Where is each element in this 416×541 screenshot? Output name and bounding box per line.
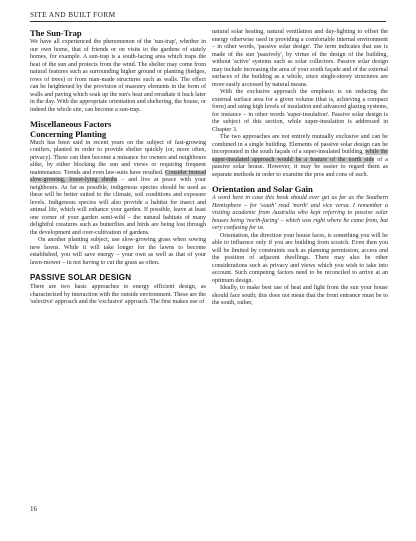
header-rule [30,21,386,22]
paragraph-passive-intro: There are two basic approaches to energy efficient design, as characterized by interaction with the outside environment. These are the 'selective' approach and the 'exclusive' approach. The first makes use of [30,284,206,305]
paragraph-orientation: Orientation, the direction your house faces, is something you will be able to influence only if you are building from scratch. Even then you will be limited by constraints such as planning permission, access and the position of adjacent dwellings. There may also be other considerations such as privacy and views which you wish to take into account. Such competing factors need to be reconciled to arrive at an optimum design. [212,232,388,284]
paragraph-face-south: Ideally, to make best use of heat and light from the sun your house should face south; this does not mean that the front entrance must be to the south, rather, [212,285,388,306]
heading-sun-trap: The Sun-Trap [30,28,82,38]
heading-line-2: Concerning Planting [30,128,107,139]
paragraph-combined [212,134,388,179]
highlighted-text: Consider instead slow-growing, lower-lying shrubs [30,169,206,183]
note-text: A word here in case this book should ever get as far as the Southern Hemisphere – for 'south' read 'north' and vice versa. I remember a visiting academic from Australia who kept referring to passive solar houses being 'north-facing' – which was right where he came from, but very confusing for us. [212,195,388,231]
heading-passive-solar-design: PASSIVE SOLAR DESIGN [30,273,132,282]
page-number: 16 [30,505,37,513]
heading-miscellaneous-factors [30,120,206,139]
right-column [212,29,388,308]
text-run: – and live at peace with your neighbours. As far as possible, indigenous species should be used as these will be better suited to the climate, soil conditions and exposure levels. Indigenous species will also provide a habitat for insect and animal life, which will enhance your garden. If possible, leave at least one corner of your garden semi-wild – the natural habitats of many delightful creatures such as butterflies and birds are being lost through the development and over-cultivation of gardens. [30,177,206,236]
paragraph-planting [30,140,206,238]
text-run: Much has been said in recent years on the subject of fast-growing conifers, planted in order to provide shelter quickly (or, more often, privacy). These can then become a nuisance for owners and neighbours alike, by either blocking the sun and views or requiring frequent maintenance. Trends and even law-suits have resulted. [30,139,206,176]
paragraph-sun-trap: We have all experienced the phenomenon of the 'sun-trap', whether in our own home, that of friends or on visits to the gardens of stately homes, for example. A sun-trap is a south-facing area which traps the heat of the sun and protects from the wind. The shelter may come from natural features such as surrounding higher ground or planting (hedges, rows of trees) or from man-made structures such as walls. The effect can be heightened by the provision of masonry elements in the form of walls and paving which soak up the sun's heat and reradiate it back later in the day. With the appropriate orientation and sheltering, the house, or indeed the whole site, can become a sun-trap. [30,39,206,113]
highlighted-text: while the super-insulated approach would be a feature of the north side [212,149,388,163]
text-run: The two approaches are not entirely mutually exclusive and can be combined in a single building. Elements of passive solar design can be incorporated in the south façade of a super-insulated building, [212,134,388,155]
heading-orientation: Orientation and Solar Gain [212,184,313,194]
left-column [30,29,206,307]
paragraph-grass: On another planting subject, use slow-growing grass when sowing new lawns. While it will take longer for the lawns to become established, you will save energy – your own as well as that of your lawn-mower – in not having to cut the grass as often. [30,237,206,266]
heading-line-1: Miscellaneous Factors [30,119,112,129]
running-head: SITE AND BUILT FORM [30,10,116,19]
paragraph-selective: natural solar heating, natural ventilation and day-lighting to offset the energy otherwise used in providing a comfortable internal environment – in other words, 'passive solar design'. The term indicates that use is made of the sun 'passively', by virtue of the design of the building, without 'active' systems such as solar collectors. Passive solar design may include increasing the area of your south façade and of the external surfaces of the building as a whole, since single-storey structures are more easily accessed by natural means. [212,29,388,88]
paragraph-exclusive: With the exclusive approach the emphasis is on reducing the external surface area for a given volume (that is, achieving a compact form) and using high levels of insulation and advanced glazing systems, for instance – in other words 'super-insulation'. Passive solar design is the subject of this section, while super-insulation is addressed in Chapter 3. [212,89,388,133]
text-run: of a passive solar house. However, it may be easier to regard them as separate methods in order to examine the pros and cons of each. [212,156,389,178]
italic-note [212,195,388,233]
